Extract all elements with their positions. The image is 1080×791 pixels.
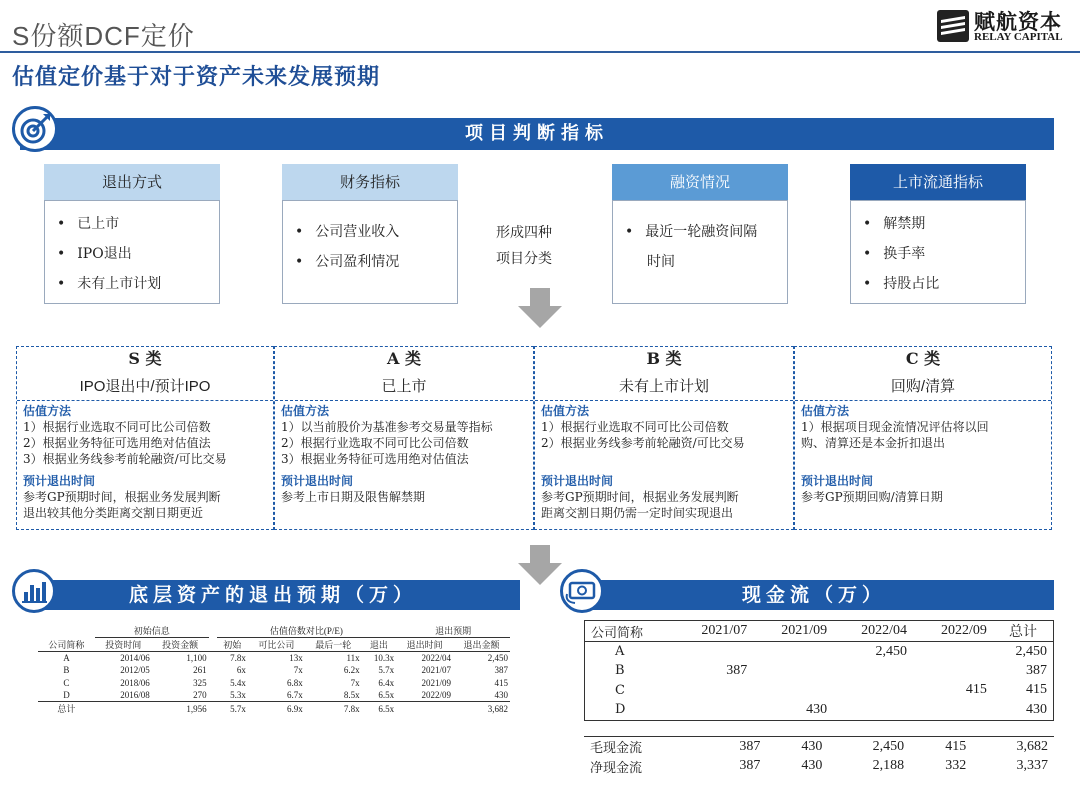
- method-item: 2）根据业务线参考前轮融资/可比交易: [541, 436, 745, 450]
- exit-expectation-title: 底层资产的退出预期（万）: [128, 584, 417, 606]
- bar-chart-icon: [12, 569, 56, 613]
- exit-item: 距离交割日期仍需一定时间实现退出: [541, 506, 734, 520]
- cashflow-bar: [574, 580, 1054, 610]
- arrow-down-icon: [518, 545, 562, 585]
- note-line: 项目分类: [496, 251, 552, 267]
- category-title: C 类: [795, 347, 1051, 371]
- relay-capital-logo-icon: [936, 9, 970, 43]
- column-header: 2022/09: [913, 621, 993, 642]
- category-title: A 类: [275, 347, 533, 371]
- method-item: 购、清算还是本金折扣退出: [801, 436, 946, 450]
- cashflow-summary-table: [584, 737, 1054, 776]
- method-label: 估值方法: [23, 404, 72, 418]
- method-item: 2）根据行业选取不同可比公司倍数: [281, 436, 469, 450]
- column-header: 最后一轮: [305, 638, 362, 652]
- summary-row: 净现金流 387 430 2,188 332 3,337: [590, 758, 1048, 776]
- logo-name-cn: 赋航资本: [974, 9, 1062, 34]
- group-header: 初始信息: [95, 624, 209, 638]
- group-header: 退出预期: [396, 624, 510, 638]
- column-header: 2021/09: [753, 621, 833, 642]
- section-title: S份额DCF定价: [12, 21, 195, 51]
- category-a: [274, 346, 534, 530]
- category-c: [794, 346, 1052, 530]
- exit-item: 退出较其他分类距离交割日期更近: [23, 506, 204, 520]
- list-item: • 已上市: [57, 209, 219, 239]
- exit-item: 参考GP预期时间，根据业务发展判断: [23, 490, 221, 504]
- table-row: B 2012/05 261 6x 7x 6.2x 5.7x 2021/07 387: [63, 665, 508, 676]
- listing-box: [850, 200, 1026, 304]
- column-header: 初始: [217, 638, 248, 652]
- column-header: 2022/04: [833, 621, 913, 642]
- list-item: • 解禁期: [863, 209, 1025, 239]
- list-item: • IPO退出: [57, 239, 219, 269]
- column-header: 投资金额: [152, 638, 209, 652]
- financing-box: [612, 200, 788, 304]
- cashflow-table: [585, 621, 1053, 720]
- column-header: 退出: [362, 638, 396, 652]
- list-item: • 持股占比: [863, 269, 1025, 299]
- cashflow-table-box: [584, 620, 1054, 721]
- group-header: 估值倍数对比(P/E): [217, 624, 397, 638]
- method-label: 估值方法: [801, 404, 850, 418]
- page-subtitle: 估值定价基于对于资产未来发展预期: [12, 64, 381, 90]
- list-item: • 公司盈利情况: [295, 247, 457, 277]
- category-subtitle: IPO退出中/预计IPO: [17, 373, 273, 401]
- column-header: 退出时间: [396, 638, 453, 652]
- method-item: 1）根据行业选取不同可比公司倍数: [541, 420, 729, 434]
- company-logo: [936, 6, 1074, 46]
- list-item: • 最近一轮融资间隔: [625, 217, 787, 247]
- column-header: 2021/07: [673, 621, 753, 642]
- exit-label: 预计退出时间: [801, 474, 874, 488]
- table-row: A 2014/06 1,100 7.8x 13x 11x 10.3x 2022/04 2,450: [63, 653, 508, 663]
- target-icon: [12, 106, 58, 152]
- exit-table: [38, 624, 510, 715]
- method-item: 2）根据业务特征可选用绝对估值法: [23, 436, 211, 450]
- table-row: A 2,450 2,450: [615, 643, 1047, 659]
- list-item: • 未有上市计划: [57, 269, 219, 299]
- category-b: [534, 346, 794, 530]
- indicators-title: 项目判断指标: [465, 123, 609, 144]
- column-header: 可比公司: [248, 638, 305, 652]
- total-row: 总计 1,956 5.7x 6.9x 7.8x 6.5x 3,682: [38, 702, 510, 716]
- column-header: 投资时间: [95, 638, 152, 652]
- cashflow-title: 现金流（万）: [741, 584, 886, 606]
- exit-item: 参考GP预期回购/清算日期: [801, 490, 943, 504]
- category-subtitle: 已上市: [275, 373, 533, 401]
- header-divider: [0, 51, 1080, 53]
- arrow-down-icon: [518, 288, 562, 328]
- listing-header: 上市流通指标: [850, 164, 1026, 200]
- cashflow-summary-box: [584, 736, 1054, 776]
- logo-name-en: RELAY CAPITAL: [974, 31, 1063, 43]
- exit-method-header: 退出方式: [44, 164, 220, 200]
- financial-header: 财务指标: [282, 164, 458, 200]
- method-item: 1）以当前股价为基准参考交易量等指标: [281, 420, 493, 434]
- table-row: D 430 430: [615, 701, 1047, 718]
- table-row: D 2016/08 270 5.3x 6.7x 8.5x 6.5x 2022/09 430: [63, 690, 508, 700]
- column-header: 退出金额: [453, 638, 510, 652]
- exit-label: 预计退出时间: [281, 474, 354, 488]
- table-row: B 387 387: [615, 662, 1047, 679]
- note-line: 形成四种: [496, 225, 552, 241]
- exit-item: 参考GP预期时间，根据业务发展判断: [541, 490, 739, 504]
- column-header: 公司简称: [38, 638, 95, 652]
- method-label: 估值方法: [281, 404, 330, 418]
- exit-item: 参考上市日期及限售解禁期: [281, 490, 426, 504]
- table-row: C 415 415: [615, 682, 1047, 698]
- method-label: 估值方法: [541, 404, 590, 418]
- financing-header: 融资情况: [612, 164, 788, 200]
- exit-label: 预计退出时间: [541, 474, 614, 488]
- list-item: 时间: [647, 254, 675, 270]
- exit-label: 预计退出时间: [23, 474, 96, 488]
- exit-method-box: [44, 200, 220, 304]
- category-title: S 类: [17, 347, 273, 371]
- list-item: • 换手率: [863, 239, 1025, 269]
- classification-note: [496, 220, 592, 272]
- method-item: 1）根据项目现金流情况评估将以回: [801, 420, 989, 434]
- method-item: 3）根据业务特征可选用绝对估值法: [281, 452, 469, 466]
- method-item: 3）根据业务线参考前轮融资/可比交易: [23, 452, 227, 466]
- category-s: [16, 346, 274, 530]
- category-subtitle: 回购/清算: [795, 373, 1051, 401]
- exit-expectation-bar: [26, 580, 520, 610]
- indicators-bar: [20, 118, 1054, 150]
- category-title: B 类: [535, 347, 793, 371]
- financial-box: [282, 200, 458, 304]
- table-row: C 2018/06 325 5.4x 6.8x 7x 6.4x 2021/09 415: [63, 677, 508, 688]
- exit-table-wrap: [38, 624, 510, 715]
- method-item: 1）根据行业选取不同可比公司倍数: [23, 420, 211, 434]
- list-item: • 公司营业收入: [295, 217, 457, 247]
- summary-row: 毛现金流 387 430 2,450 415 3,682: [590, 738, 1048, 757]
- column-header: 公司简称: [585, 621, 673, 642]
- category-subtitle: 未有上市计划: [535, 373, 793, 401]
- money-icon: [560, 569, 604, 613]
- column-header: 总计: [993, 621, 1053, 642]
